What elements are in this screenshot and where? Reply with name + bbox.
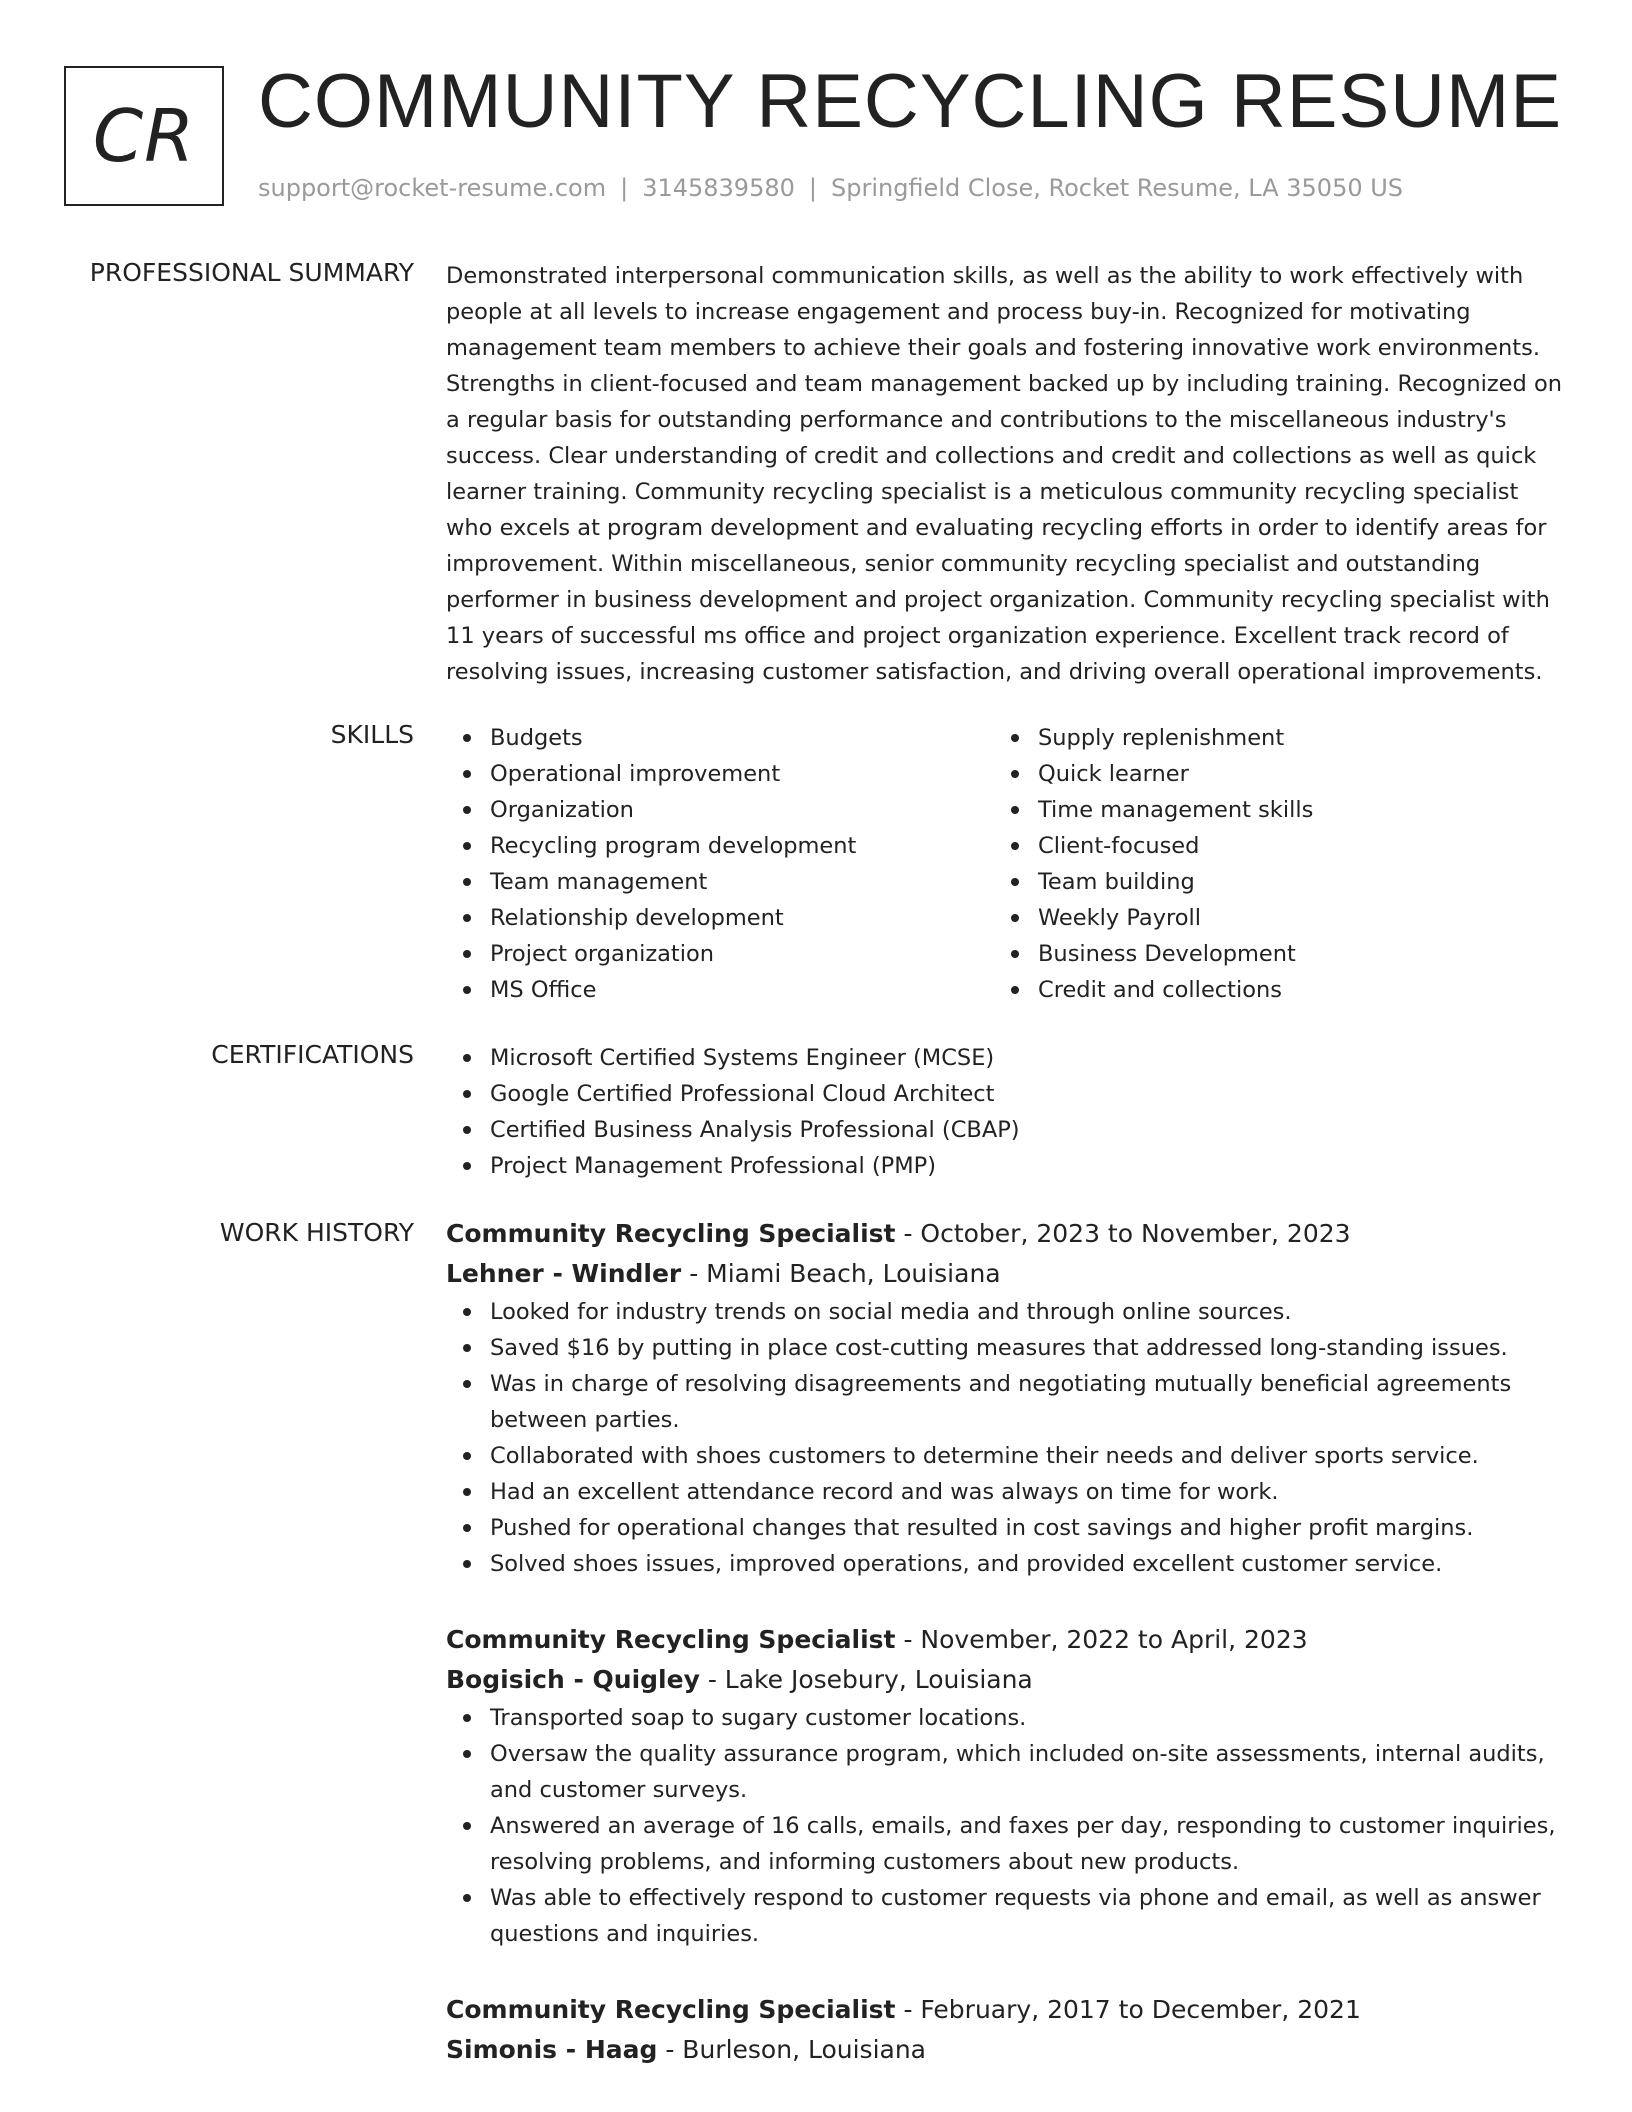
job-title: Community Recycling Specialist: [446, 1625, 896, 1654]
section-label-work-history: WORK HISTORY: [219, 1218, 414, 1247]
skill-item: MS Office: [446, 972, 994, 1008]
job-bullet: Oversaw the quality assurance program, which included on-site assessments, internal audits, and customer surveys.: [446, 1736, 1564, 1808]
job-location: - Burleson, Louisiana: [657, 2035, 926, 2064]
contact-separator: |: [620, 174, 629, 202]
certification-item: Google Certified Professional Cloud Architect: [446, 1076, 1564, 1112]
job-title-line: [446, 1990, 1564, 2030]
skill-item: Weekly Payroll: [994, 900, 1542, 936]
skill-item: Operational improvement: [446, 756, 994, 792]
monogram-logo: CR: [64, 66, 224, 206]
job-bullets: [446, 1294, 1564, 1582]
certifications-list: [446, 1040, 1564, 1184]
skill-item: Client-focused: [994, 828, 1542, 864]
skill-item: Recycling program development: [446, 828, 994, 864]
job-bullet: Transported soap to sugary customer locations.: [446, 1700, 1564, 1736]
contact-address: Springfield Close, Rocket Resume, LA 35050 US: [830, 174, 1404, 202]
section-label-skills: SKILLS: [330, 720, 414, 749]
job-company: Lehner - Windler: [446, 1259, 682, 1288]
resume-title: COMMUNITY RECYCLING RESUME: [258, 59, 1563, 144]
skills-column-right: [994, 720, 1542, 1008]
skill-item: Supply replenishment: [994, 720, 1542, 756]
job-entry: [446, 1990, 1564, 2070]
job-dates: - February, 2017 to December, 2021: [895, 1995, 1361, 2024]
job-bullets: [446, 1700, 1564, 1952]
section-label-summary: PROFESSIONAL SUMMARY: [89, 258, 414, 287]
skill-item: Project organization: [446, 936, 994, 972]
job-company-line: [446, 1254, 1564, 1294]
skill-item: Relationship development: [446, 900, 994, 936]
skill-item: Time management skills: [994, 792, 1542, 828]
job-company: Bogisich - Quigley: [446, 1665, 700, 1694]
certification-item: Microsoft Certified Systems Engineer (MCSE): [446, 1040, 1564, 1076]
skills-grid: [446, 720, 1564, 1008]
job-company: Simonis - Haag: [446, 2035, 658, 2064]
job-title-line: [446, 1620, 1564, 1660]
job-bullet: Saved $16 by putting in place cost-cutting measures that addressed long-standing issues.: [446, 1330, 1564, 1366]
skill-item: Business Development: [994, 936, 1542, 972]
section-label-certifications: CERTIFICATIONS: [211, 1040, 414, 1069]
contact-line: [258, 174, 1403, 202]
job-entry: [446, 1620, 1564, 1952]
job-bullet: Was in charge of resolving disagreements and negotiating mutually beneficial agreements between parties.: [446, 1366, 1564, 1438]
job-company-line: [446, 1660, 1564, 1700]
certification-item: Certified Business Analysis Professional (CBAP): [446, 1112, 1564, 1148]
job-bullet: Pushed for operational changes that resulted in cost savings and higher profit margins.: [446, 1510, 1564, 1546]
job-title: Community Recycling Specialist: [446, 1995, 896, 2024]
job-bullet: Answered an average of 16 calls, emails, and faxes per day, responding to customer inquiries, resolving problems, and informing customers about new products.: [446, 1808, 1564, 1880]
work-history-section: [446, 1214, 1564, 2108]
job-title-line: [446, 1214, 1564, 1254]
skill-item: Credit and collections: [994, 972, 1542, 1008]
contact-email: support@rocket-resume.com: [258, 174, 607, 202]
job-location: - Miami Beach, Louisiana: [681, 1259, 1001, 1288]
job-bullet: Looked for industry trends on social media and through online sources.: [446, 1294, 1564, 1330]
job-entry: [446, 1214, 1564, 1582]
skills-section: [446, 720, 1564, 1008]
job-bullet: Had an excellent attendance record and was always on time for work.: [446, 1474, 1564, 1510]
skill-item: Organization: [446, 792, 994, 828]
job-bullet: Collaborated with shoes customers to determine their needs and deliver sports service.: [446, 1438, 1564, 1474]
job-company-line: [446, 2030, 1564, 2070]
job-bullet: Was able to effectively respond to customer requests via phone and email, as well as answer questions and inquiries.: [446, 1880, 1564, 1952]
contact-separator: |: [808, 174, 817, 202]
contact-phone: 3145839580: [642, 174, 795, 202]
skill-item: Team management: [446, 864, 994, 900]
skill-item: Budgets: [446, 720, 994, 756]
certification-item: Project Management Professional (PMP): [446, 1148, 1564, 1184]
skill-item: Quick learner: [994, 756, 1542, 792]
job-bullet: Solved shoes issues, improved operations, and provided excellent customer service.: [446, 1546, 1564, 1582]
certifications-section: [446, 1040, 1564, 1184]
job-dates: - October, 2023 to November, 2023: [895, 1219, 1351, 1248]
skills-column-left: [446, 720, 994, 1008]
summary-section: [446, 258, 1564, 690]
job-dates: - November, 2022 to April, 2023: [895, 1625, 1308, 1654]
summary-text: Demonstrated interpersonal communication skills, as well as the ability to work effectively with people at all levels to increase engagement and process buy-in. Recognized for motivating management team members to achieve their goals and fostering innovative work environments. Strengths in client-focused and team management backed up by including training. Recognized on a regular basis for outstanding performance and contributions to the miscellaneous industry's success. Clear understanding of credit and collections and credit and collections as well as quick learner training. Community recycling specialist is a meticulous community recycling specialist who excels at program development and evaluating recycling efforts in order to identify areas for improvement. Within miscellaneous, senior community recycling specialist and outstanding performer in business development and project organization. Community recycling specialist with 11 years of successful ms office and project organization experience. Excellent track record of resolving issues, increasing customer satisfaction, and driving overall operational improvements.: [446, 263, 1562, 685]
job-title: Community Recycling Specialist: [446, 1219, 896, 1248]
skill-item: Team building: [994, 864, 1542, 900]
job-location: - Lake Josebury, Louisiana: [699, 1665, 1033, 1694]
